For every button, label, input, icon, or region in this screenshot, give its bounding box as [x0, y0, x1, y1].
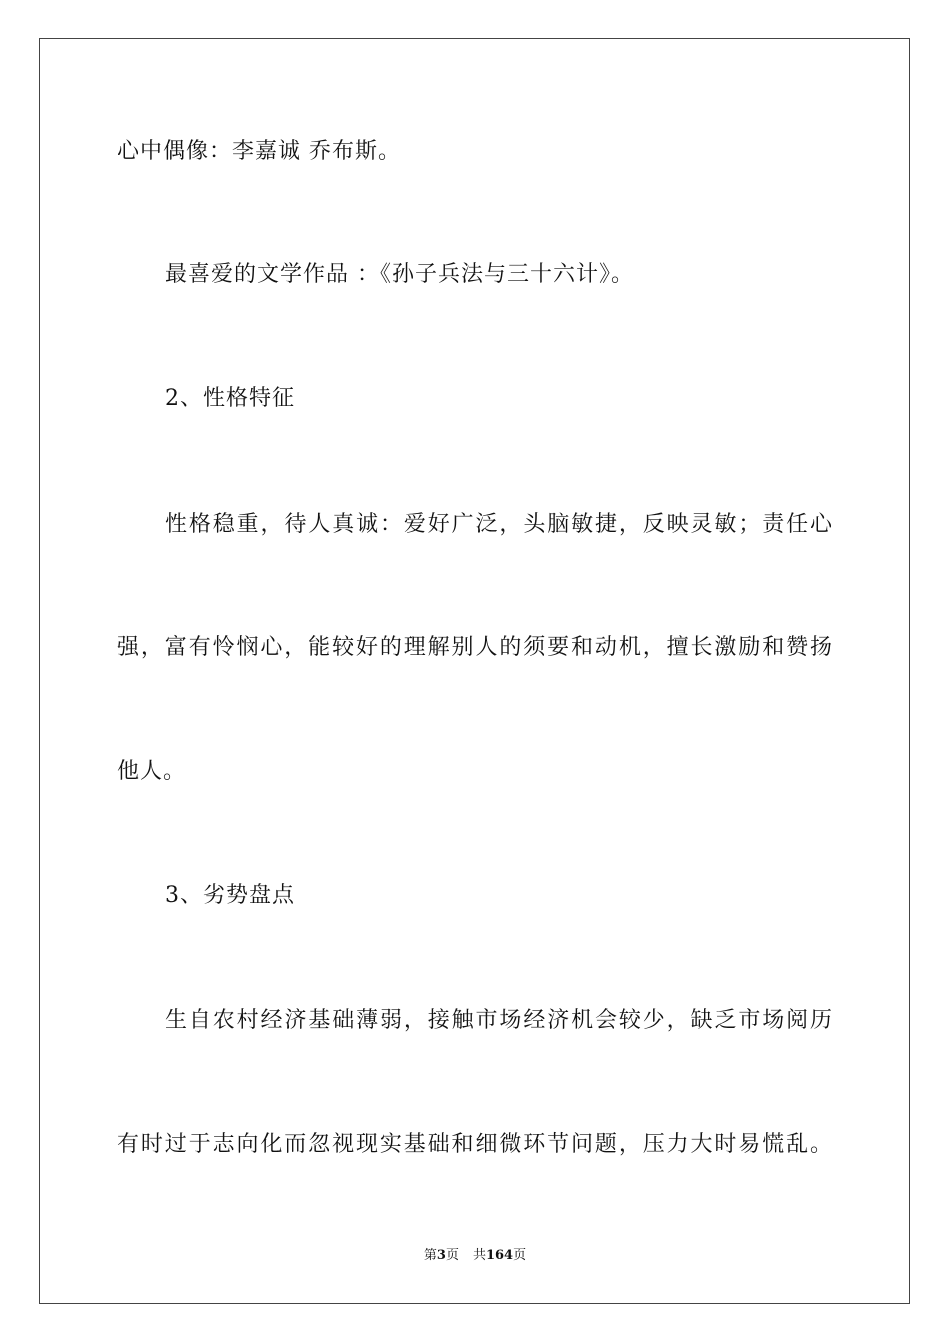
current-page-number: 3 — [436, 1248, 446, 1263]
page-suffix: 页 — [445, 1248, 459, 1263]
weakness-paragraph-line-1: 生自农村经济基础薄弱，接触市场经济机会较少，缺乏市场阅历 — [165, 1008, 833, 1033]
page-border — [39, 38, 910, 1304]
idol-line: 心中偶像：李嘉诚 乔布斯。 — [117, 139, 401, 164]
favorite-book-line: 最喜爱的文学作品 ：《孙子兵法与三十六计》。 — [165, 262, 634, 287]
weakness-paragraph-line-2: 有时过于志向化而忽视现实基础和细微环节问题，压力大时易慌乱。 — [117, 1132, 833, 1157]
total-page-count: 164 — [485, 1248, 514, 1263]
total-suffix: 页 — [513, 1248, 527, 1263]
total-prefix: 共 — [472, 1248, 486, 1263]
personality-paragraph-line-2: 强，富有怜悯心，能较好的理解别人的须要和动机，擅长激励和赞扬 — [117, 635, 833, 660]
personality-paragraph-line-1: 性格稳重，待人真诚：爱好广泛，头脑敏捷，反映灵敏；责任心 — [165, 512, 833, 537]
personality-paragraph-line-3: 他人。 — [117, 759, 187, 784]
section-heading-personality: 2、性格特征 — [165, 386, 295, 411]
page-prefix: 第 — [423, 1248, 437, 1263]
page-footer — [0, 1247, 950, 1265]
section-heading-weaknesses: 3、劣势盘点 — [165, 883, 295, 908]
